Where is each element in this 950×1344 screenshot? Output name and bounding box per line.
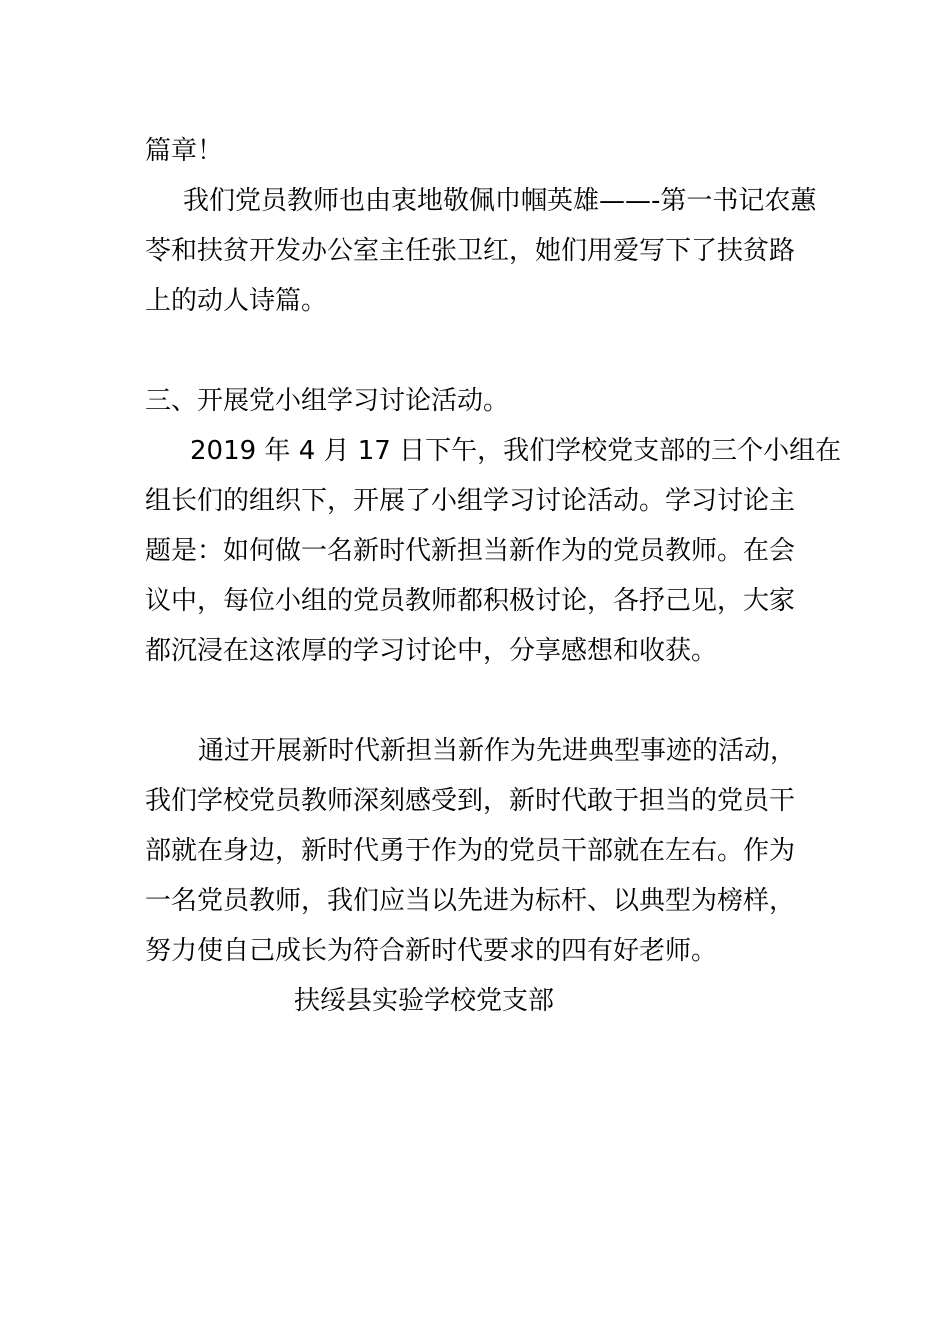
text-line: 我们党员教师也由衷地敬佩巾帼英雄——-第一书记农蕙 bbox=[183, 186, 817, 216]
text-line: 部就在身边，新时代勇于作为的党员干部就在左右。作为 bbox=[145, 836, 796, 866]
text-line: 通过开展新时代新担当新作为先进典型事迹的活动， bbox=[198, 736, 797, 766]
text-line: 一名党员教师，我们应当以先进为标杆、以典型为榜样， bbox=[145, 886, 796, 916]
signature-organization: 扶绥县实验学校党支部 bbox=[294, 986, 555, 1016]
section-heading: 三、开展党小组学习讨论活动。 bbox=[145, 386, 510, 416]
text-line: 都沉浸在这浓厚的学习讨论中，分享感想和收获。 bbox=[145, 636, 718, 666]
text-line: 上的动人诗篇。 bbox=[145, 286, 328, 316]
text-line: 篇章！ bbox=[145, 136, 224, 166]
text-line: 努力使自己成长为符合新时代要求的四有好老师。 bbox=[145, 936, 718, 966]
text-line: 2019 年 4 月 17 日下午，我们学校党支部的三个小组在 bbox=[190, 436, 842, 466]
text-line: 题是：如何做一名新时代新担当新作为的党员教师。在会 bbox=[145, 536, 796, 566]
text-line: 苓和扶贫开发办公室主任张卫红，她们用爱写下了扶贫路 bbox=[145, 236, 796, 266]
text-line: 组长们的组织下，开展了小组学习讨论活动。学习讨论主 bbox=[145, 486, 796, 516]
text-line: 我们学校党员教师深刻感受到，新时代敢于担当的党员干 bbox=[145, 786, 796, 816]
text-line: 议中，每位小组的党员教师都积极讨论，各抒己见，大家 bbox=[145, 586, 796, 616]
